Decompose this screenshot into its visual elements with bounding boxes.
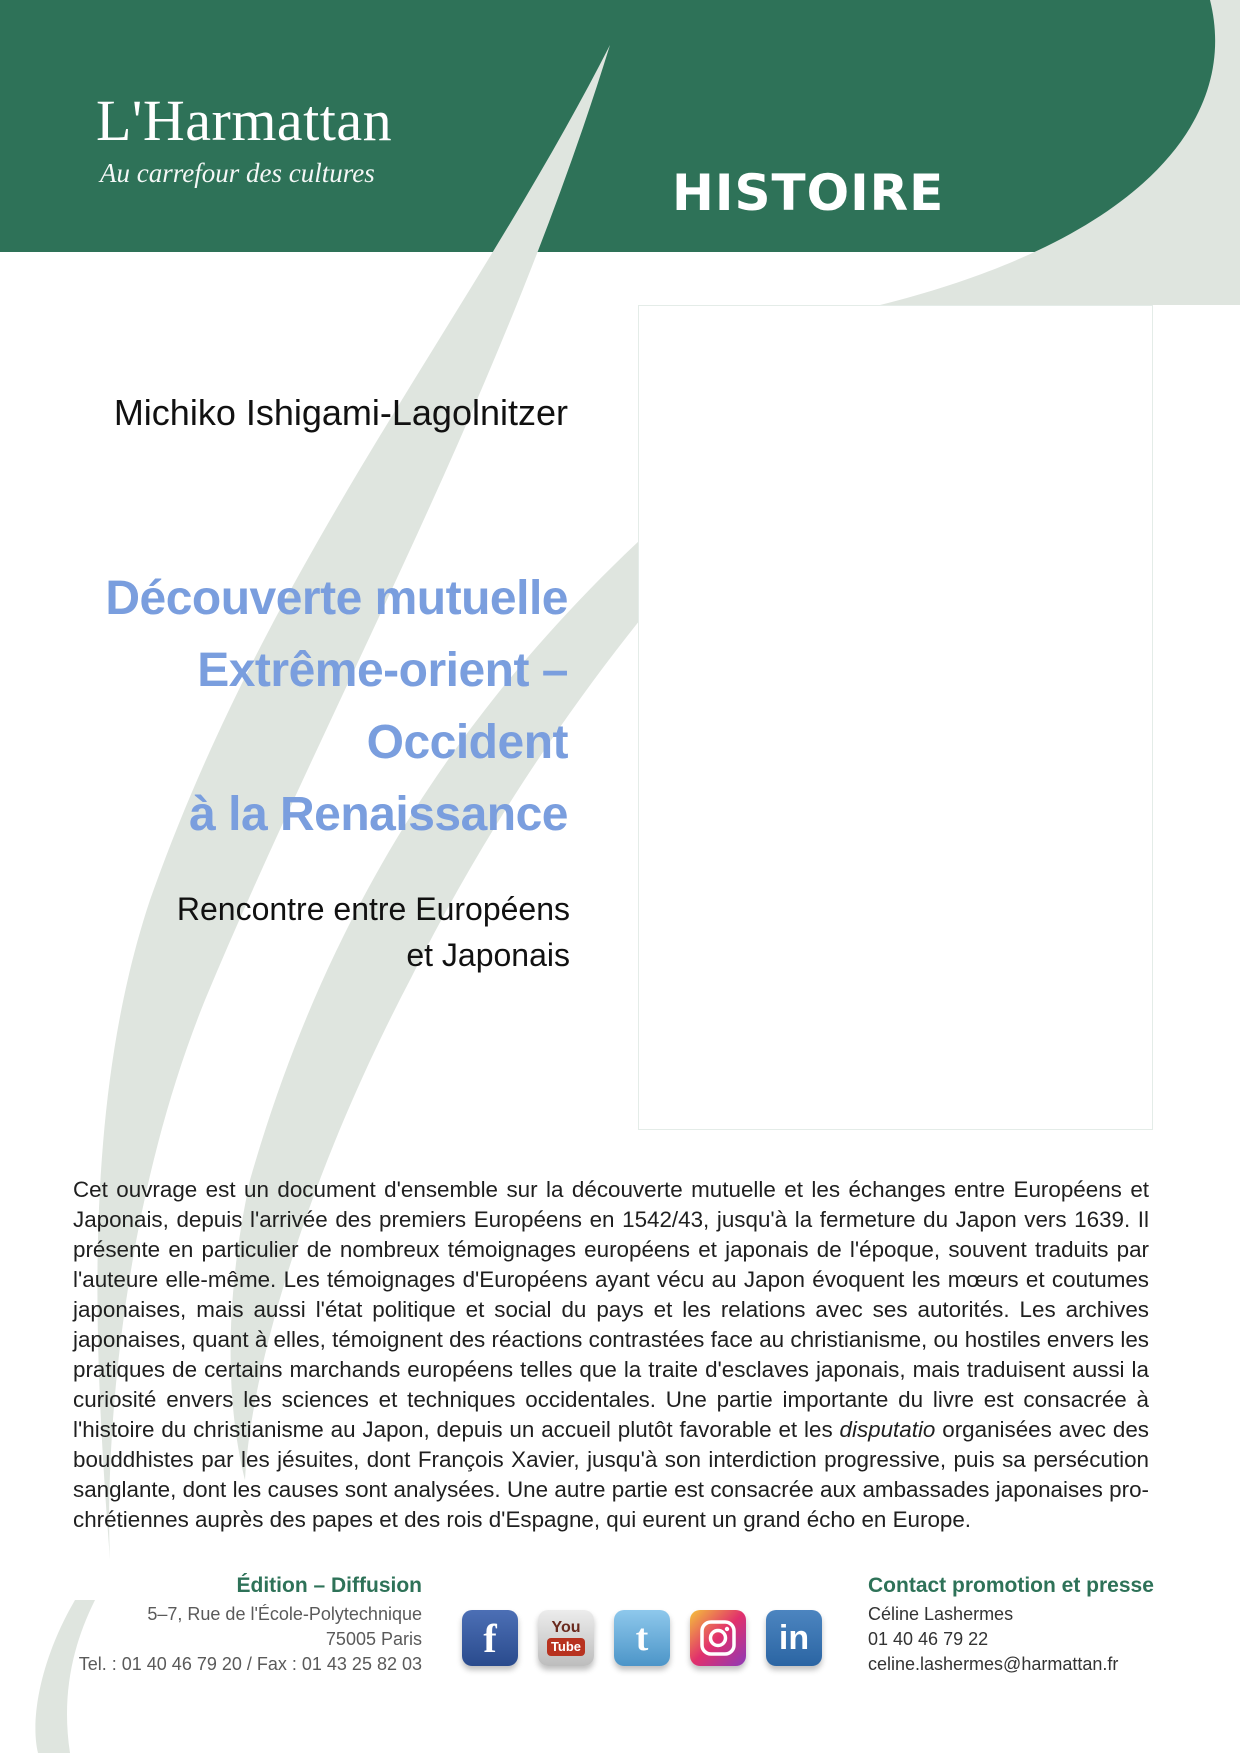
facebook-icon[interactable] <box>462 1610 518 1666</box>
logo-name: L'Harmattan <box>96 88 393 153</box>
social-links <box>462 1610 822 1666</box>
contact-email[interactable]: celine.lashermes@harmattan.fr <box>868 1654 1119 1674</box>
contact-name: Céline Lashermes <box>868 1604 1014 1624</box>
description-text: Cet ouvrage est un document d'ensemble sur la découverte mutuelle et les échanges entre Européens et Japonais, depuis l'arrivée des premiers Européens en 1542/43, jusqu'à la fermeture du Japon vers 1639. Il présente en particulier de nombreux témoignages européens et japonais de l'époque, souvent traduits par l'auteure elle-même. Les témoignages d'Européens ayant vécu au Japon évoquent les mœurs et coutumes japonaises, mais aussi l'état politique et social du pays et les relations avec ses autorités. Les archives japonaises, quant à elles, témoignent des réactions contrastées face au christianisme, ou hostiles envers les pratiques de certains marchands européens telles que la traite d'esclaves japonais, mais traduisent aussi la curiosité envers les sciences et techniques occidentales. Une partie importante du livre est consacrée à l'histoire du christianisme au Japon, depuis un accueil plutôt favorable et les <box>73 1177 1149 1442</box>
contact-heading: Contact promotion et presse <box>868 1574 1154 1597</box>
title-line: Occident <box>366 716 568 769</box>
linkedin-glyph: in <box>778 1618 810 1657</box>
book-subtitle <box>177 886 570 978</box>
youtube-glyph-top: You <box>551 1619 581 1636</box>
linkedin-icon[interactable] <box>766 1610 822 1666</box>
title-line: à la Renaissance <box>189 788 568 841</box>
subtitle-line: et Japonais <box>406 937 570 973</box>
category-label: HISTOIRE <box>672 164 945 222</box>
logo-tagline: Au carrefour des cultures <box>100 158 375 188</box>
book-author: Michiko Ishigami-Lagolnitzer <box>113 392 568 433</box>
edition-phone-fax: Tel. : 01 40 46 79 20 / Fax : 01 43 25 82 03 <box>78 1654 422 1674</box>
twitter-glyph: t <box>635 1617 649 1659</box>
press-contact-block <box>868 1574 1188 1677</box>
book-title <box>105 563 568 851</box>
title-line: Extrême-orient – <box>197 644 568 697</box>
edition-address-line2: 75005 Paris <box>325 1629 422 1649</box>
subtitle-line: Rencontre entre Européens <box>176 891 570 927</box>
description-text: organisées avec des bouddhistes par les jésuites, dont François Xavier, jusqu'à son interdiction progressive, puis sa persécution sanglante, dont les causes sont analysées. Une autre partie est consacrée aux ambassades japonaises pro-chrétiennes auprès des papes et des rois d'Espagne, qui eurent un grand écho en Europe. <box>73 1417 1149 1532</box>
book-cover-placeholder <box>638 305 1153 1130</box>
title-line: Découverte mutuelle <box>105 572 568 625</box>
edition-heading: Édition – Diffusion <box>236 1574 422 1597</box>
facebook-glyph: f <box>483 1615 497 1661</box>
contact-phone: 01 40 46 79 22 <box>868 1629 989 1649</box>
publisher-logo <box>96 88 393 189</box>
instagram-glyph <box>699 1619 737 1657</box>
description-emphasis: disputatio <box>839 1417 936 1442</box>
edition-diffusion-block <box>60 1574 422 1677</box>
youtube-icon[interactable] <box>538 1610 594 1666</box>
edition-address-line1: 5–7, Rue de l'École-Polytechnique <box>147 1604 422 1624</box>
book-description <box>73 1175 1149 1535</box>
youtube-glyph-bottom: Tube <box>547 1638 585 1656</box>
twitter-icon[interactable] <box>614 1610 670 1666</box>
instagram-icon[interactable] <box>690 1610 746 1666</box>
